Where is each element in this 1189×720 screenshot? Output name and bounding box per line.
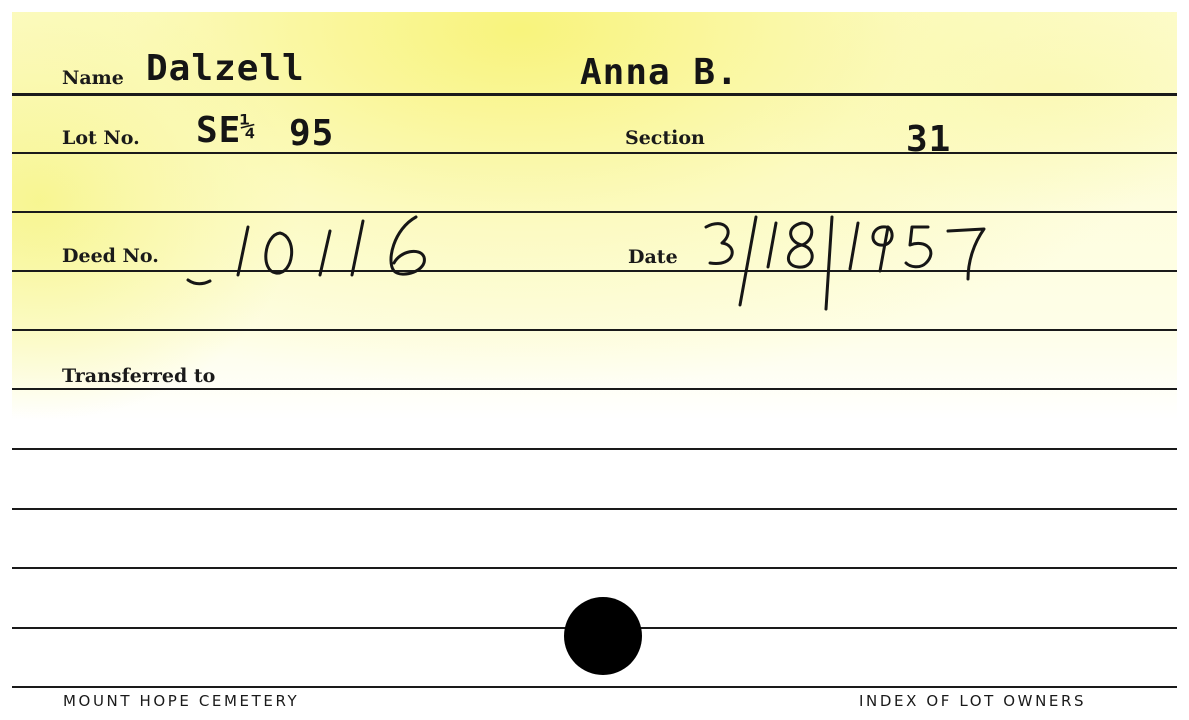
- scan-margin-left: [0, 0, 12, 720]
- scan-margin-right: [1177, 0, 1189, 720]
- date-label: Date: [628, 246, 678, 268]
- footer-cemetery: MOUNT HOPE CEMETERY: [63, 692, 300, 710]
- rule-name: [12, 93, 1177, 96]
- rule-blank-3: [12, 448, 1177, 450]
- date-handwriting: [690, 205, 1010, 315]
- section-label: Section: [625, 127, 705, 149]
- rule-blank-4: [12, 508, 1177, 510]
- rule-lot: [12, 152, 1177, 154]
- punch-hole: [564, 597, 642, 675]
- section-value: 31: [906, 119, 952, 160]
- surname-value: Dalzell: [146, 48, 305, 89]
- scan-margin-top: [0, 0, 1189, 12]
- lot-prefix-value: SE: [196, 110, 242, 151]
- deed-label: Deed No.: [62, 245, 159, 267]
- lot-number-value: 95: [289, 113, 335, 154]
- deed-number-handwriting: [180, 205, 440, 295]
- name-label: Name: [62, 67, 124, 89]
- rule-blank-5: [12, 567, 1177, 569]
- lot-label: Lot No.: [62, 127, 140, 149]
- given-name-value: Anna B.: [580, 52, 739, 93]
- rule-transferred: [12, 388, 1177, 390]
- rule-blank-2: [12, 329, 1177, 331]
- rule-footer: [12, 686, 1177, 688]
- transferred-label: Transferred to: [62, 365, 216, 387]
- lot-fraction-value: ¼: [240, 112, 257, 142]
- footer-index: INDEX OF LOT OWNERS: [859, 692, 1087, 710]
